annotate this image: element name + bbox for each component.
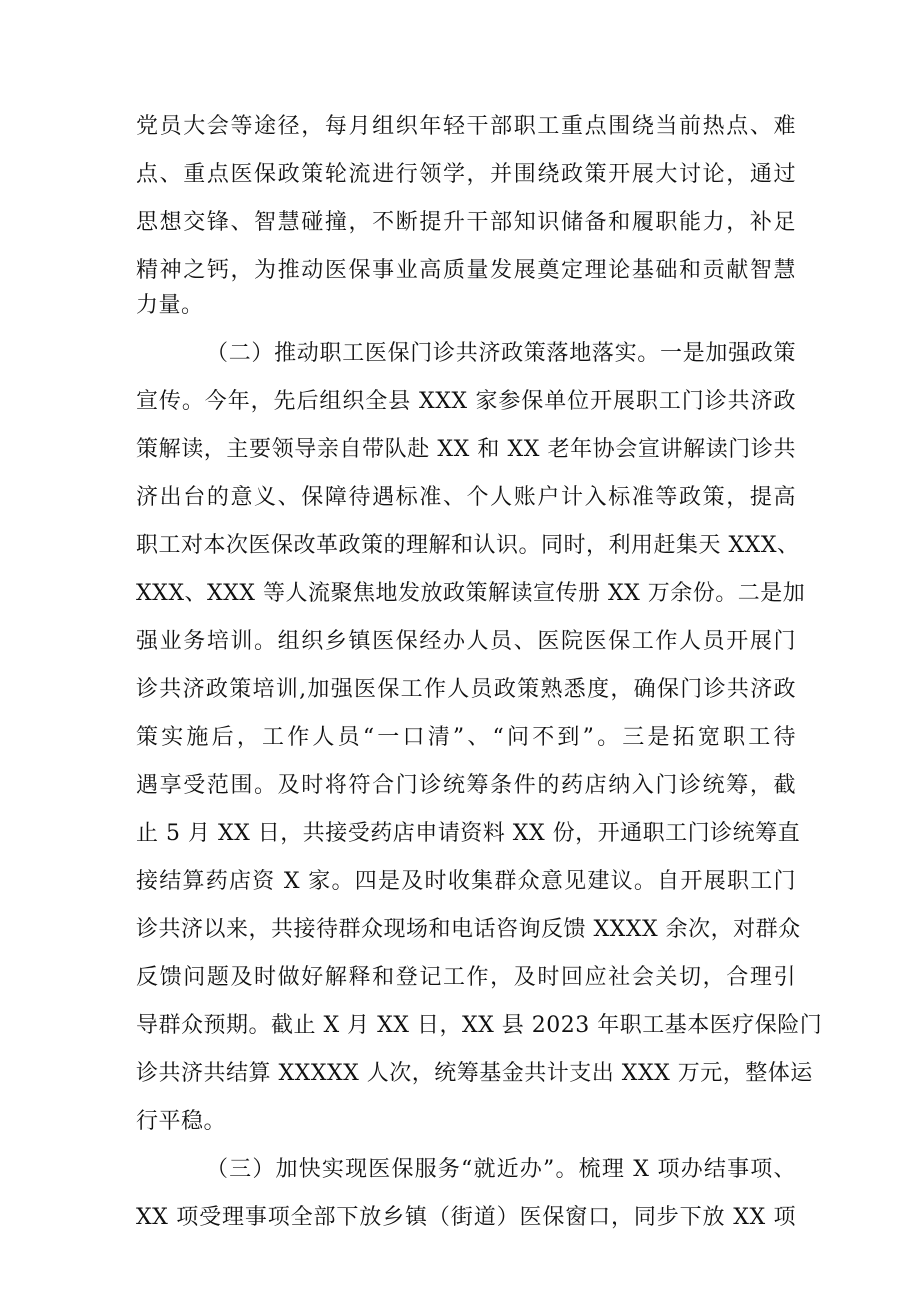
text-line: 导群众预期。截止 X 月 XX 日，XX 县 2023 年职工基本医疗保险门 — [136, 1013, 823, 1038]
text-line: XXX、XXX 等人流聚焦地发放政策解读宣传册 XX 万余份。二是加 — [136, 581, 806, 606]
section-heading-line: （三）加快实现医保服务“就近办”。梳理 X 项办结事项、 — [206, 1157, 796, 1182]
text-line: 济出台的意义、保障待遇标准、个人账户计入标准等政策，提高 — [136, 485, 796, 510]
text-line: 遇享受范围。及时将符合门诊统筹条件的药店纳入门诊统筹，截 — [136, 773, 796, 798]
text-line: 策解读，主要领导亲自带队赴 XX 和 XX 老年协会宣讲解读门诊共 — [136, 437, 796, 462]
section-heading-line: （二）推动职工医保门诊共济政策落地落实。一是加强政策 — [206, 341, 796, 366]
text-line: 力量。 — [136, 293, 204, 318]
text-line: 诊共济政策培训,加强医保工作人员政策熟悉度，确保门诊共济政 — [136, 677, 796, 702]
text-line: 止 5 月 XX 日，共接受药店申请资料 XX 份，开通职工门诊统筹直 — [136, 821, 801, 846]
text-line: 职工对本次医保改革政策的理解和认识。同时，利用赶集天 XXX、 — [136, 533, 800, 558]
text-line: 点、重点医保政策轮流进行领学，并围绕政策开展大讨论，通过 — [136, 162, 796, 187]
text-line: 思想交锋、智慧碰撞，不断提升干部知识储备和履职能力，补足 — [136, 210, 796, 235]
text-line: 精神之钙，为推动医保事业高质量发展奠定理论基础和贡献智慧 — [136, 258, 796, 283]
text-line: 接结算药店资 X 家。四是及时收集群众意见建议。自开展职工门 — [136, 869, 796, 894]
text-line: 诊共济以来，共接待群众现场和电话咨询反馈 XXXX 余次，对群众 — [136, 917, 801, 942]
text-line: XX 项受理事项全部下放乡镇（街道）医保窗口，同步下放 XX 项 — [136, 1205, 796, 1230]
text-line: 诊共济共结算 XXXXX 人次，统筹基金共计支出 XXX 万元，整体运 — [136, 1061, 813, 1086]
text-line: 宣传。今年，先后组织全县 XXX 家参保单位开展职工门诊共济政 — [136, 389, 796, 414]
text-line: 反馈问题及时做好解释和登记工作，及时回应社会关切，合理引 — [136, 965, 796, 990]
text-line: 行平稳。 — [136, 1109, 227, 1134]
text-line: 强业务培训。组织乡镇医保经办人员、医院医保工作人员开展门 — [136, 629, 796, 654]
text-line: 策实施后，工作人员“一口清”、“问不到”。三是拓宽职工待 — [136, 725, 796, 750]
text-line: 党员大会等途径，每月组织年轻干部职工重点围绕当前热点、难 — [136, 114, 796, 139]
